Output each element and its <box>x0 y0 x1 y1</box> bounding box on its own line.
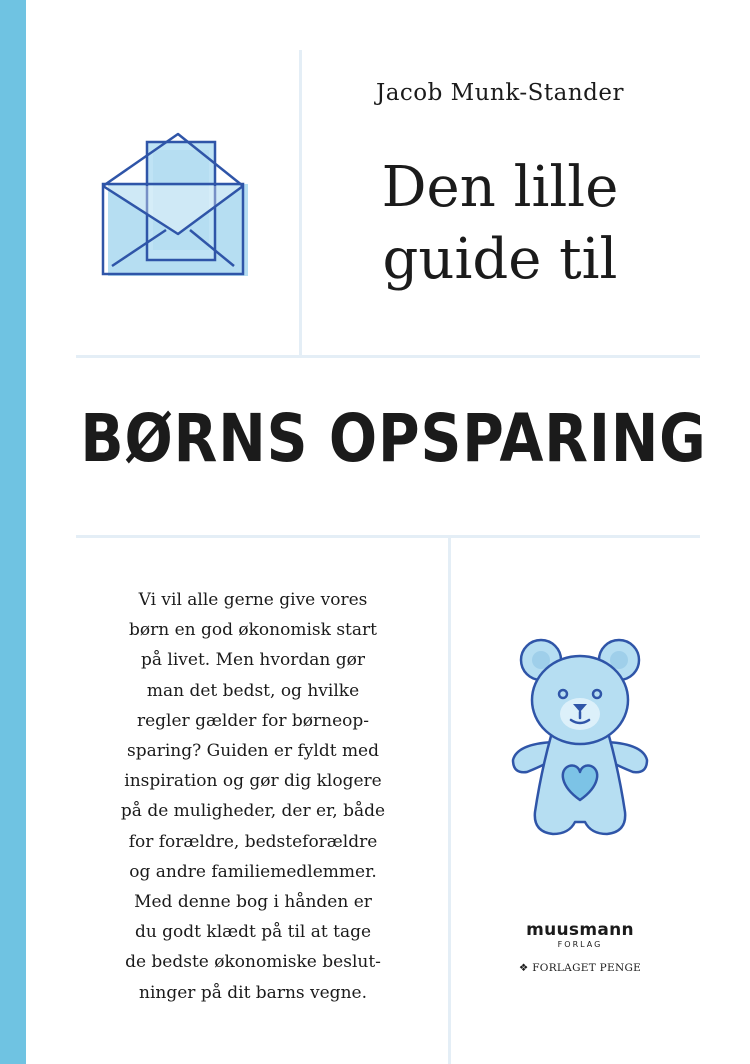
blurb-line: Med denne bog i hånden er <box>134 892 372 913</box>
divider-horizontal-top <box>76 355 700 358</box>
side-stripe <box>0 0 26 1064</box>
blurb-line: på livet. Men hvordan gør <box>141 650 365 671</box>
subtitle-line-2: guide til <box>382 227 618 292</box>
blurb-line: ninger på dit barns vegne. <box>139 982 367 1003</box>
blurb-line: de bedste økonomiske beslut- <box>125 952 381 973</box>
author-name: Jacob Munk-Stander <box>375 80 625 106</box>
blurb-line: du godt klædt på til at tage <box>134 922 372 943</box>
publisher-sub: FORLAG <box>557 940 603 949</box>
divider-horizontal-bottom <box>76 535 700 538</box>
back-blurb <box>90 585 416 1008</box>
blurb-line: man det bedst, og hvilke <box>146 680 360 701</box>
publisher-imprint: ❖ FORLAGET PENGE <box>518 962 642 974</box>
book-title: BØRNS OPSPARING <box>80 400 707 477</box>
blurb-line: på de muligheder, der er, både <box>120 801 386 822</box>
blurb-line: sparing? Guiden er fyldt med <box>126 741 380 762</box>
publisher-logo: muusmann <box>526 920 634 940</box>
teddy-bear-icon <box>505 632 670 847</box>
divider-vertical-bottom <box>448 535 451 1064</box>
envelope-icon <box>98 130 258 280</box>
blurb-line: inspiration og gør dig klogere <box>124 771 382 792</box>
blurb-line: og andre familiemedlemmer. <box>129 861 377 882</box>
blurb-line: for forældre, bedsteforældre <box>128 831 378 852</box>
blurb-line: Vi vil alle gerne give vores <box>138 590 368 610</box>
blurb-line: regler gælder for børneop- <box>136 710 370 731</box>
blurb-line: børn en god økonomisk start <box>128 620 377 641</box>
subtitle-line-1: Den lille <box>381 155 619 220</box>
